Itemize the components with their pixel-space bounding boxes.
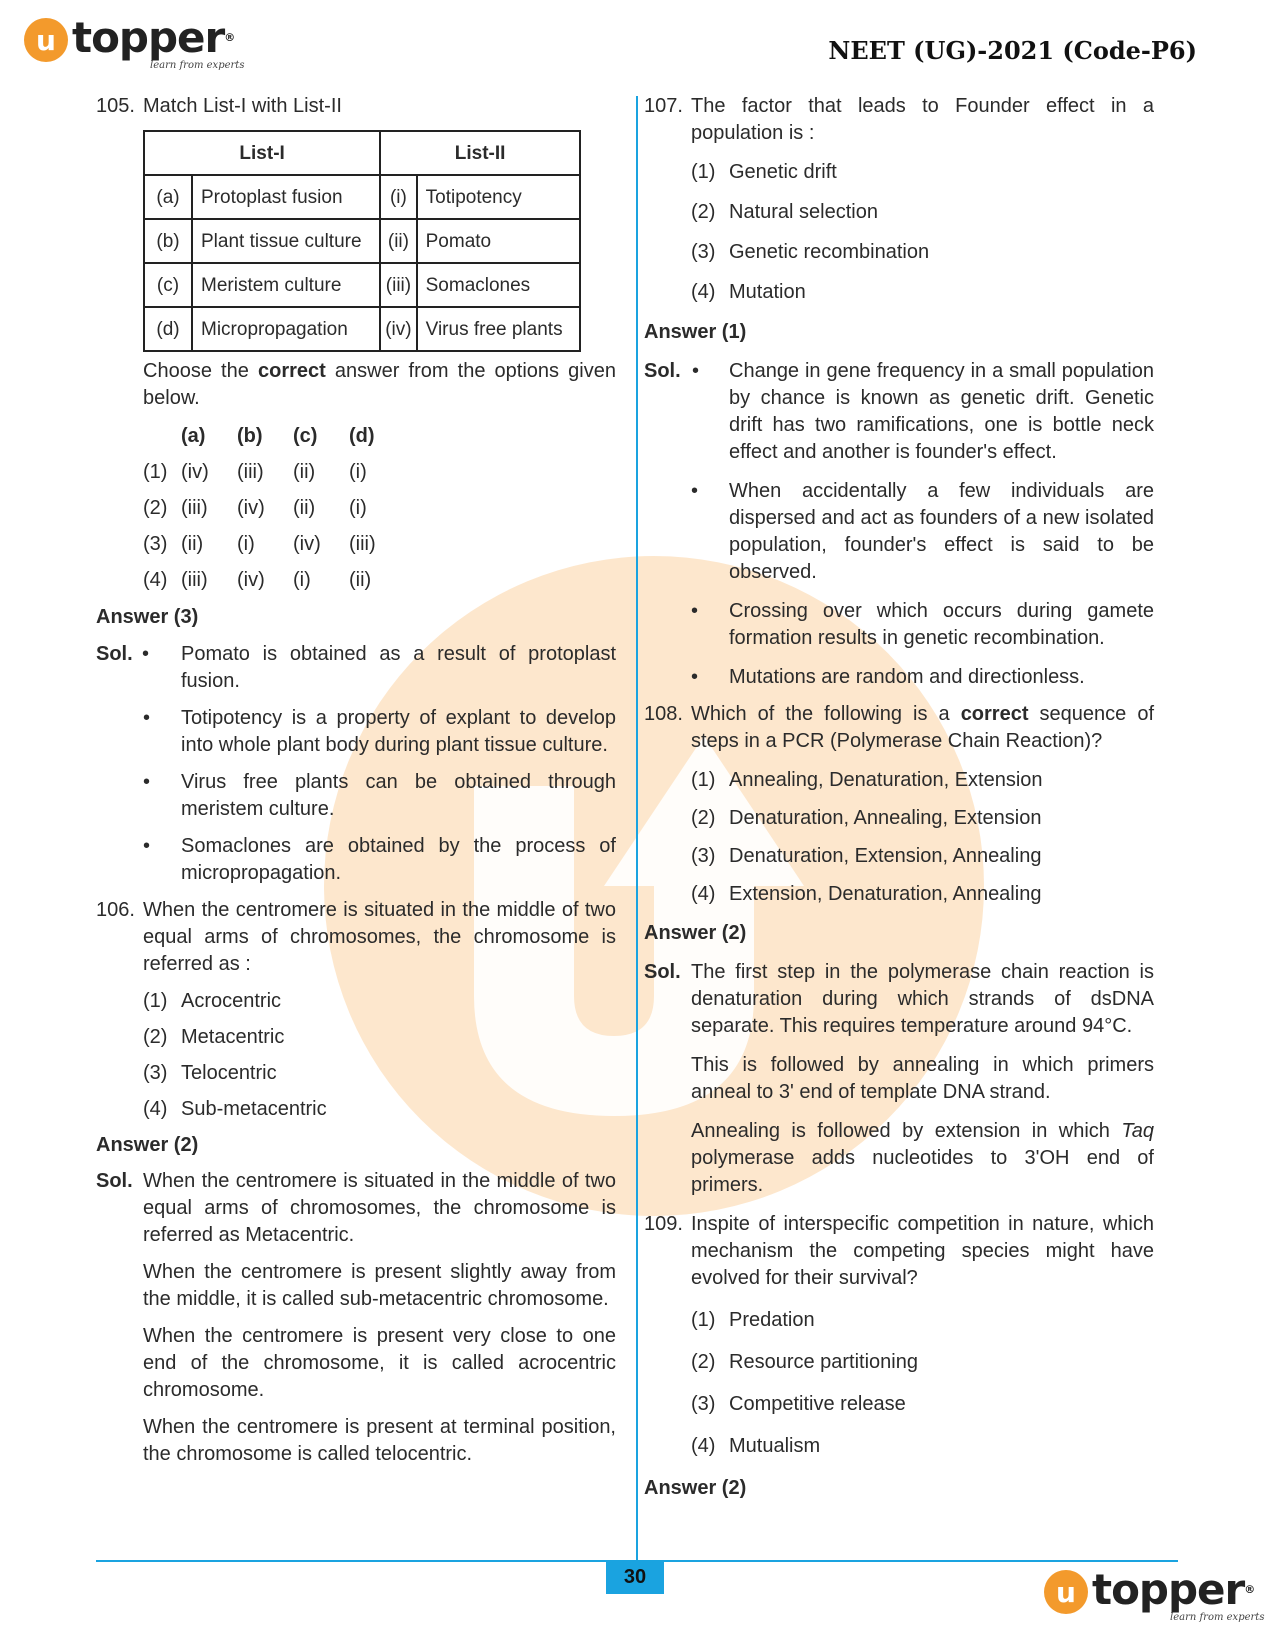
- option-item[interactable]: (3) Competitive release: [691, 1393, 906, 1415]
- table-cell: (b): [144, 219, 192, 263]
- logo-u-icon: u: [1044, 1570, 1088, 1614]
- table-cell: Virus free plants: [417, 307, 580, 351]
- solution-point: • Virus free plants can be obtained through meristem culture.: [143, 771, 616, 820]
- option-item[interactable]: (2) Metacentric: [143, 1026, 285, 1048]
- page-number: 30: [606, 1560, 664, 1594]
- solution-point: • Crossing over which occurs during gamete formation results in genetic recombination.: [691, 600, 1154, 649]
- table-header: List-I: [144, 131, 380, 175]
- question-number: 107.: [644, 95, 683, 117]
- solution-paragraph: This is followed by annealing in which primers anneal to 3' end of template DNA strand.: [691, 1054, 1154, 1103]
- table-row: [144, 307, 580, 351]
- solution-point: Sol. • Change in gene frequency in a small population by chance is known as genetic drift. Genetic drift has two ramifications, one is bottle neck effect and another is founder's effect.: [644, 360, 1154, 463]
- option-item[interactable]: (1) Predation: [691, 1309, 815, 1331]
- logo-tagline: learn from experts: [150, 60, 245, 71]
- answer-label: Answer (1): [644, 321, 747, 343]
- option-item[interactable]: (4) Mutualism: [691, 1435, 821, 1457]
- option-row[interactable]: (1) (iv) (iii) (ii) (i): [143, 460, 367, 483]
- footer-logo-tagline: learn from experts: [1170, 1612, 1265, 1623]
- option-item[interactable]: (3) Genetic recombination: [691, 241, 930, 263]
- table-cell: (iv): [380, 307, 416, 351]
- table-row: [144, 263, 580, 307]
- grid-header: (a) (b) (c) (d): [181, 424, 375, 447]
- option-item[interactable]: (3) Denaturation, Extension, Annealing: [691, 845, 1042, 867]
- solution-point: • When accidentally a few individuals are dispersed and act as founders of a new isolated population, founder's effect is said to be observed.: [691, 480, 1154, 583]
- question-text: Match List-I with List-II: [143, 95, 342, 117]
- table-cell: (ii): [380, 219, 416, 263]
- option-item[interactable]: (4) Extension, Denaturation, Annealing: [691, 883, 1042, 905]
- table-cell: (a): [144, 175, 192, 219]
- table-row: [144, 175, 580, 219]
- answer-label: Answer (3): [96, 606, 199, 628]
- footer-logo: u topper®: [1044, 1570, 1254, 1614]
- solution-paragraph: Annealing is followed by extension in which Taq polymerase adds nucleotides to 3'OH end of primers.: [691, 1120, 1154, 1196]
- solution-point: • Totipotency is a property of explant to develop into whole plant body during plant tissue culture.: [143, 707, 616, 756]
- option-item[interactable]: (4) Sub-metacentric: [143, 1098, 327, 1120]
- solution-paragraph: When the centromere is present slightly away from the middle, it is called sub-metacentric chromosome.: [143, 1261, 616, 1310]
- option-item[interactable]: (4) Mutation: [691, 281, 806, 303]
- question-108: [644, 701, 1154, 755]
- answer-label: Answer (2): [644, 922, 747, 944]
- choose-instruction: Choose the correct answer from the options given below.: [143, 360, 616, 409]
- option-row[interactable]: (2) (iii) (iv) (ii) (i): [143, 496, 367, 519]
- table-cell: Plant tissue culture: [192, 219, 380, 263]
- option-item[interactable]: (1) Genetic drift: [691, 161, 837, 183]
- option-item[interactable]: (2) Denaturation, Annealing, Extension: [691, 807, 1042, 829]
- solution-point: • Somaclones are obtained by the process of micropropagation.: [143, 835, 616, 884]
- question-text: Which of the following is a correct sequence of steps in a PCR (Polymerase Chain Reaction)?: [691, 703, 1154, 752]
- option-row[interactable]: (3) (ii) (i) (iv) (iii): [143, 532, 376, 555]
- question-text: Inspite of interspecific competition in nature, which mechanism the competing species might have evolved for their survival?: [691, 1213, 1154, 1289]
- question-107: [644, 93, 1154, 147]
- answer-label: Answer (2): [644, 1477, 747, 1499]
- page-title: NEET (UG)-2021 (Code-P6): [828, 36, 1197, 65]
- table-cell: (d): [144, 307, 192, 351]
- match-table: [143, 130, 581, 352]
- question-number: 106.: [96, 899, 135, 921]
- logo-text: topper: [1092, 1565, 1245, 1614]
- option-item[interactable]: (2) Resource partitioning: [691, 1351, 918, 1373]
- table-cell: Micropropagation: [192, 307, 380, 351]
- table-cell: Somaclones: [417, 263, 580, 307]
- answer-label: Answer (2): [96, 1134, 199, 1156]
- table-cell: Totipotency: [417, 175, 580, 219]
- question-number: 109.: [644, 1213, 683, 1235]
- question-number: 108.: [644, 703, 683, 725]
- option-item[interactable]: (1) Annealing, Denaturation, Extension: [691, 769, 1043, 791]
- logo-u-icon: u: [24, 18, 68, 62]
- option-item[interactable]: (2) Natural selection: [691, 201, 878, 223]
- solution-paragraph: Sol. The first step in the polymerase chain reaction is denaturation during which strands of dsDNA separate. This requires temperature around 94°C.: [644, 961, 1154, 1037]
- solution-paragraph: Sol. When the centromere is situated in the middle of two equal arms of chromosomes, the chromosome is referred as Metacentric.: [96, 1170, 616, 1246]
- table-header: List-II: [380, 131, 580, 175]
- right-column: [644, 93, 1154, 1502]
- question-text: The factor that leads to Founder effect in a population is :: [691, 95, 1154, 144]
- question-106: [96, 897, 616, 978]
- option-item[interactable]: (3) Telocentric: [143, 1062, 277, 1084]
- table-cell: Meristem culture: [192, 263, 380, 307]
- left-column: [96, 93, 616, 1468]
- option-row[interactable]: (4) (iii) (iv) (i) (ii): [143, 568, 372, 591]
- table-cell: (c): [144, 263, 192, 307]
- header-logo: u topper®: [24, 18, 234, 62]
- solution-point: • Mutations are random and directionless.: [691, 666, 1085, 688]
- table-cell: Pomato: [417, 219, 580, 263]
- answer-options-grid: [143, 418, 616, 598]
- question-109: [644, 1211, 1154, 1292]
- table-cell: (i): [380, 175, 416, 219]
- solution-point: Sol. • Pomato is obtained as a result of protoplast fusion.: [96, 643, 616, 692]
- table-row: [144, 219, 580, 263]
- question-number: 105.: [96, 95, 135, 117]
- solution-paragraph: When the centromere is present very close to one end of the chromosome, it is called acrocentric chromosome.: [143, 1325, 616, 1401]
- table-cell: (iii): [380, 263, 416, 307]
- question-105: [96, 93, 616, 120]
- option-item[interactable]: (1) Acrocentric: [143, 990, 282, 1012]
- question-text: When the centromere is situated in the middle of two equal arms of chromosomes, the chromosome is referred as :: [143, 899, 616, 975]
- table-cell: Protoplast fusion: [192, 175, 380, 219]
- solution-paragraph: When the centromere is present at terminal position, the chromosome is called telocentric.: [143, 1416, 616, 1465]
- column-divider: [636, 96, 638, 1561]
- logo-text: topper: [72, 13, 225, 62]
